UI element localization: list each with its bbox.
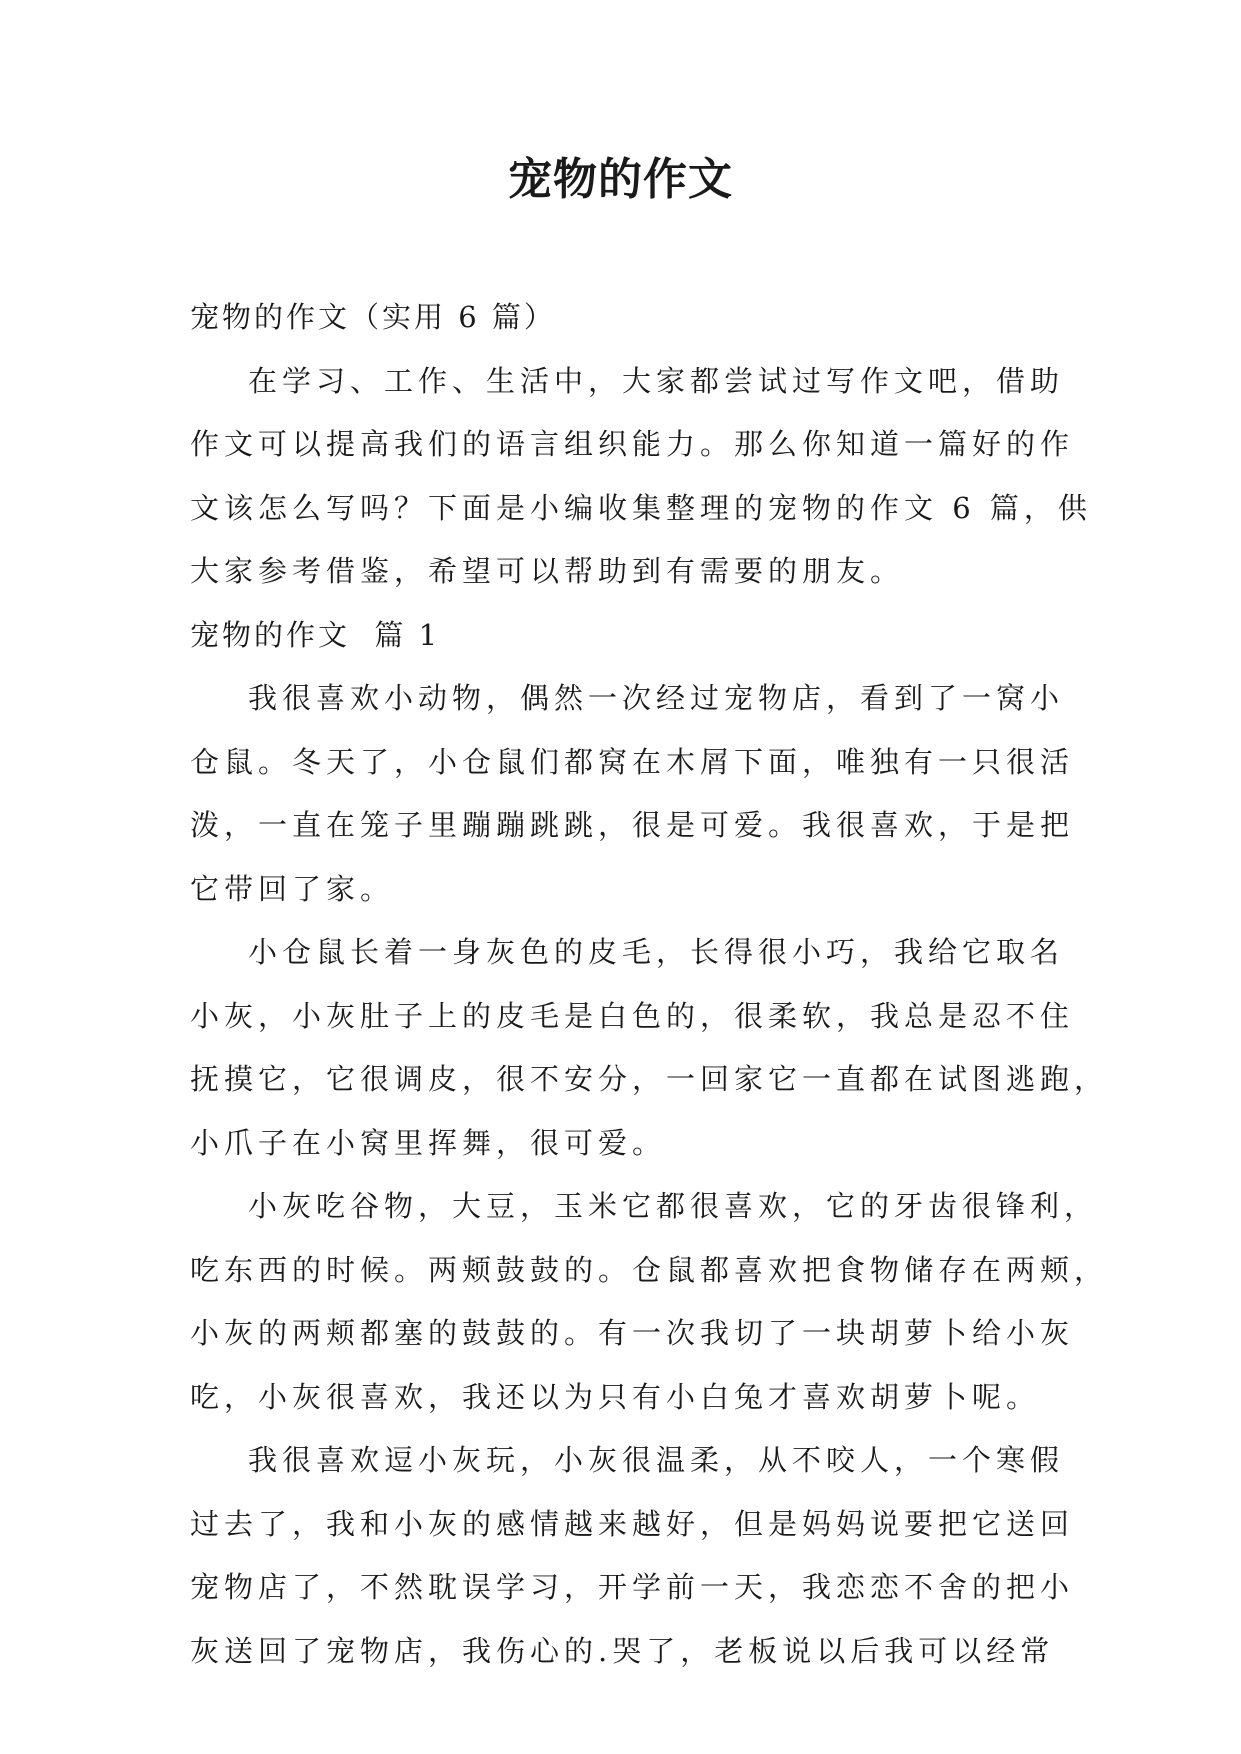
intro-paragraph xyxy=(190,350,1092,604)
text-line: 我很喜欢小动物，偶然一次经过宠物店，看到了一窝小 xyxy=(248,681,1065,715)
text-line: 大家参考借鉴，希望可以帮助到有需要的朋友。 xyxy=(190,554,905,588)
text-line: 在学习、工作、生活中，大家都尝试过写作文吧，借助 xyxy=(248,363,1065,398)
text-line: 过去了，我和小灰的感情越来越好，但是妈妈说要把它送回 xyxy=(190,1506,1075,1541)
body-paragraph xyxy=(190,921,1109,1175)
text-line: 抚摸它，它很调皮，很不安分，一回家它一直都在试图逃跑， xyxy=(190,1062,1109,1096)
text-line: 仓鼠。冬天了，小仓鼠们都窝在木屑下面，唯独有一只很活 xyxy=(190,744,1075,779)
document-subtitle: 宠物的作文（实用 6 篇） xyxy=(190,300,556,334)
body-paragraph xyxy=(190,667,1075,921)
text-line: 小爪子在小窝里挥舞，很可爱。 xyxy=(190,1125,667,1160)
document-body xyxy=(190,286,1109,1683)
document-title: 宠物的作文 xyxy=(508,154,733,205)
text-line: 小灰吃谷物，大豆，玉米它都很喜欢，它的牙齿很锋利， xyxy=(248,1189,1099,1223)
section-heading: 宠物的作文 篇 1 xyxy=(190,617,441,652)
body-paragraph xyxy=(190,1175,1109,1429)
text-line: 它带回了家。 xyxy=(190,871,395,906)
text-line: 吃东西的时候。两颊鼓鼓的。仓鼠都喜欢把食物储存在两颊， xyxy=(190,1252,1109,1287)
text-line: 我很喜欢逗小灰玩，小灰很温柔，从不咬人，一个寒假 xyxy=(248,1443,1065,1477)
text-line: 小灰的两颊都塞的鼓鼓的。有一次我切了一块胡萝卜给小灰 xyxy=(190,1316,1075,1350)
text-line: 小仓鼠长着一身灰色的皮毛，长得很小巧，我给它取名 xyxy=(248,935,1065,969)
text-line: 作文可以提高我们的语言组织能力。那么你知道一篇好的作 xyxy=(190,427,1075,461)
text-line: 小灰，小灰肚子上的皮毛是白色的，很柔软，我总是忍不住 xyxy=(190,998,1075,1033)
text-line: 宠物店了，不然耽误学习，开学前一天，我恋恋不舍的把小 xyxy=(190,1570,1075,1604)
text-line: 泼，一直在笼子里蹦蹦跳跳，很是可爱。我很喜欢，于是把 xyxy=(190,808,1075,842)
text-line: 文该怎么写吗？下面是小编收集整理的宠物的作文 6 篇，供 xyxy=(190,490,1092,525)
text-line: 灰送回了宠物店，我伤心的.哭了，老板说以后我可以经常 xyxy=(190,1633,1055,1668)
body-paragraph xyxy=(190,1429,1075,1683)
text-line: 吃，小灰很喜欢，我还以为只有小白兔才喜欢胡萝卜呢。 xyxy=(190,1379,1041,1414)
